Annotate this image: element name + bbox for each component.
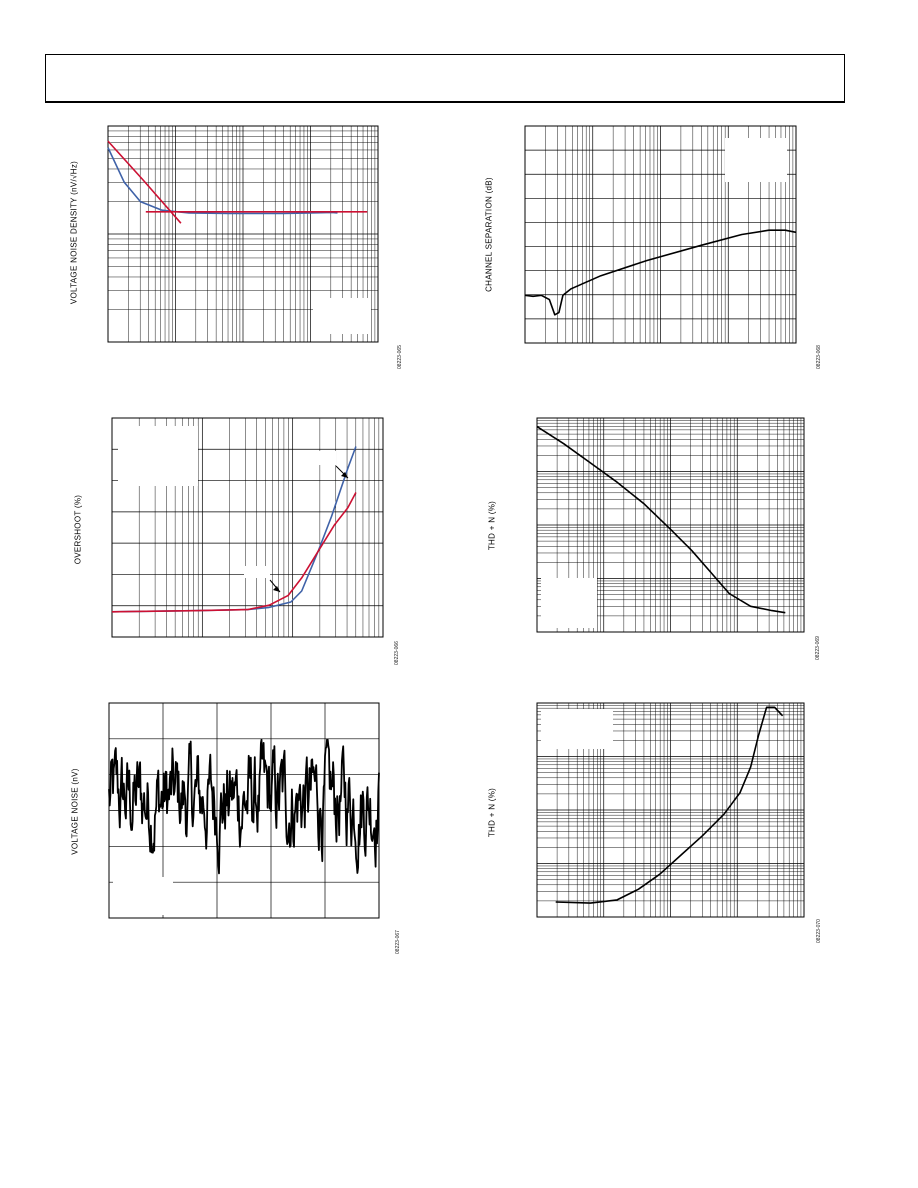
y-axis-label: OVERSHOOT (%) <box>73 494 83 565</box>
annotation-box <box>113 877 173 915</box>
annotation-box <box>541 578 597 628</box>
annotation-box <box>118 426 198 486</box>
figure-id: 08223-069 <box>815 636 821 660</box>
chart-voltage-noise-density <box>108 126 378 342</box>
page-header-box <box>45 54 845 103</box>
chart-voltage-noise-time <box>109 703 379 918</box>
series-line <box>112 493 356 612</box>
arrow-head <box>273 586 280 592</box>
series-line <box>109 740 379 874</box>
annotation-box <box>308 451 336 465</box>
chart-channel-separation <box>525 126 796 343</box>
series-line <box>108 141 181 223</box>
y-axis-label: CHANNEL SEPARATION (dB) <box>484 177 494 292</box>
chart-thd-n-frequency <box>537 418 804 632</box>
y-axis-label: THD + N (%) <box>487 787 497 838</box>
figure-id: 08223-067 <box>395 930 401 954</box>
chart-overshoot <box>112 418 383 637</box>
figure-id: 08223-065 <box>397 345 403 369</box>
annotation-box <box>244 566 270 578</box>
figure-id: 08223-066 <box>394 641 400 665</box>
y-axis-label: VOLTAGE NOISE (nV) <box>70 768 80 855</box>
y-axis-label: VOLTAGE NOISE DENSITY (nV/√Hz) <box>69 160 79 305</box>
annotation-box <box>313 298 371 334</box>
chart-thd-n-amplitude <box>537 703 804 917</box>
annotation-box <box>541 709 613 749</box>
annotation-box <box>725 138 787 182</box>
figure-id: 08223-068 <box>816 345 822 369</box>
y-axis-label: THD + N (%) <box>487 500 497 551</box>
figure-id: 08223-070 <box>816 919 822 943</box>
